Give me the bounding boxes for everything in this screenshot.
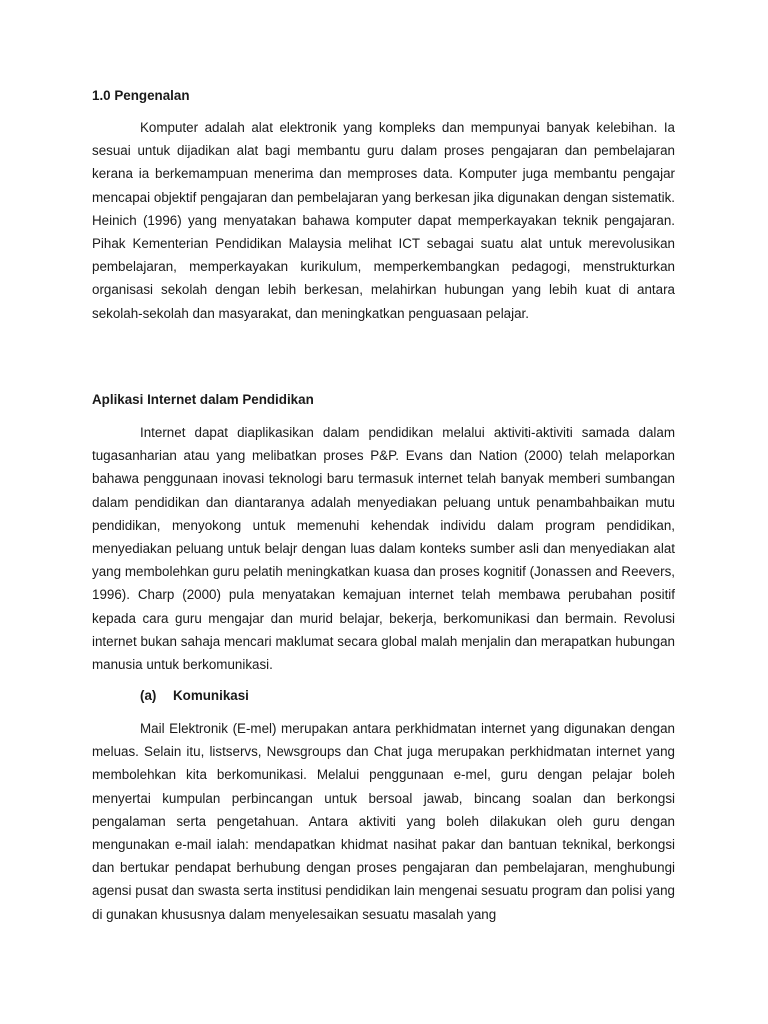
section-heading-aplikasi-internet: Aplikasi Internet dalam Pendidikan bbox=[92, 392, 314, 407]
subsection-marker: (a) bbox=[140, 688, 157, 703]
paragraph-komunikasi: Mail Elektronik (E-mel) merupakan antara perkhidmatan internet yang digunakan dengan meluas. Selain itu, listservs, Newsgroups dan Chat juga merupakan perkhidmatan internet yang membolehkan kita berkomunikasi. Melalui penggunaan e-mel, guru dengan pelajar boleh menyertai kumpulan perbincangan untuk bersoal jawab, bincang soalan dan berkongsi pengalaman serta pengetahuan. Antara aktiviti yang boleh dilakukan oleh guru dengan mengunakan e-mail ialah: mendapatkan khidmat nasihat pakar dan bantuan teknikal, berkongsi dan bertukar pendapat berhubung dengan proses pengajaran dan pembelajaran, menghubungi agensi pusat dan swasta serta institusi pendidikan lain mengenai sesuatu program dan polisi yang di gunakan khususnya dalam menyelesaikan sesuatu masalah yang bbox=[92, 721, 675, 922]
subsection-heading-komunikasi bbox=[140, 684, 249, 707]
section-heading-pengenalan: 1.0 Pengenalan bbox=[92, 88, 190, 103]
subsection-title: Komunikasi bbox=[173, 688, 249, 703]
paragraph-aplikasi-internet: Internet dapat diaplikasikan dalam pendidikan melalui aktiviti-aktiviti samada dalam tugasanharian atau yang melibatkan proses P&P. Evans dan Nation (2000) telah melaporkan bahawa penggunaan inovasi teknologi baru termasuk internet telah banyak memberi sumbangan dalam pendidikan dan diantaranya adalah menyediakan peluang untuk penambahbaikan mutu pendidikan, menyokong untuk memenuhi kehendak individu dalam program pendidikan, menyediakan peluang untuk belajr dengan luas dalam konteks sumber asli dan menyediakan alat yang membolehkan guru pelatih meningkatkan kuasa dan proses kognitif (Jonassen and Reevers, 1996). Charp (2000) pula menyatakan kemajuan internet telah membawa perubahan positif kepada cara guru mengajar dan murid belajar, bekerja, berkomunikasi dan bermain. Revolusi internet bukan sahaja mencari maklumat secara global malah menjalin dan merapatkan hubungan manusia untuk berkomunikasi. bbox=[92, 425, 675, 673]
paragraph-pengenalan: Komputer adalah alat elektronik yang kompleks dan mempunyai banyak kelebihan. Ia sesuai untuk dijadikan alat bagi membantu guru dalam proses pengajaran dan pembelajaran kerana ia berkemampuan menerima dan memproses data. Komputer juga membantu pengajar mencapai objektif pengajaran dan pembelajaran yang berkesan jika digunakan dengan sistematik. Heinich (1996) yang menyatakan bahawa komputer dapat memperkayakan teknik pengajaran. Pihak Kementerian Pendidikan Malaysia melihat ICT sebagai suatu alat untuk merevolusikan pembelajaran, memperkayakan kurikulum, memperkembangkan pedagogi, menstrukturkan organisasi sekolah dengan lebih berkesan, melahirkan hubungan yang lebih kuat di antara sekolah-sekolah dan masyarakat, dan meningkatkan penguasaan pelajar. bbox=[92, 120, 675, 321]
